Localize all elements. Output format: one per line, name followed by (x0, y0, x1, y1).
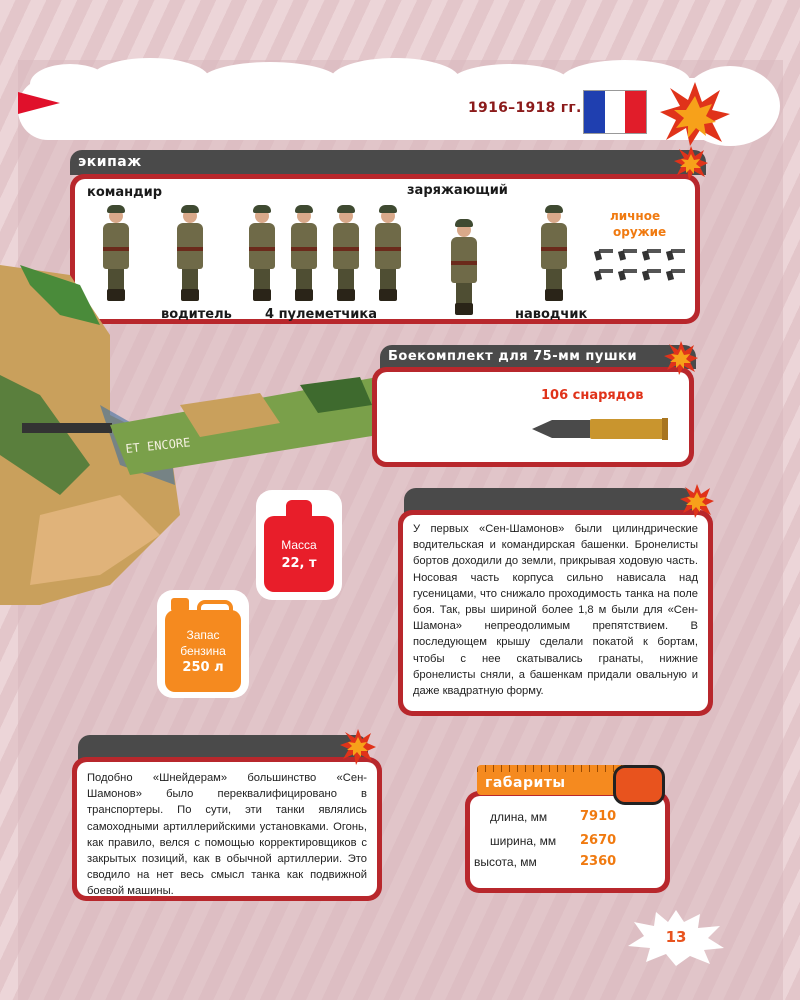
driver-label: водитель (161, 307, 232, 322)
ammo-frame (372, 367, 694, 467)
personal-weapon-label-2: оружие (613, 225, 667, 239)
aimer-label: наводчик (515, 307, 588, 322)
description-text-1: У первых «Сен-Шамонов» были цилиндрические водительская и командирская башенки. Бронелисты бортов доходили до земли, прикрывая ходовую часть. Носовая часть корпуса сильно нависала над гусеницами, что снижало проходимость танка на поле боя. Так, рвы шириной более 1,8 м были для «Сен-Шамона» непреодолимым препятствием. В последующем крышу сделали покатой к бортам, чтобы с нее скатывались гранаты, нижние бронелисты сняли, а башенкам придали овальную и даже квадратную форму. (403, 515, 708, 711)
french-flag-icon (583, 90, 647, 134)
red-pennant-icon (18, 92, 60, 114)
shell-icon (532, 416, 672, 442)
description-text-2: Подобно «Шнейдерам» большинство «Сен-Шамонов» было переквалифицировано в транспортеры. По сути, эти танки являлись самоходными артиллерийскими установками. Огонь, как правило, велся с помощью корректировщиков с закрытых позиций, как в обычной артиллерии. Это сводило на нет весь смысл танка как подвижной боевой машины. (77, 762, 377, 896)
page-number: 13 (665, 928, 687, 946)
pistol-icon (617, 249, 637, 259)
dimension-label-width: ширина, мм (490, 834, 557, 848)
description-frame-2 (72, 757, 382, 901)
commander-label: командир (87, 185, 163, 200)
fuel-value: 250 л (182, 660, 224, 675)
header-banner (0, 0, 800, 150)
ammo-count: 106 снарядов (541, 388, 644, 403)
mass-badge (256, 490, 342, 600)
crew-title: экипаж (70, 150, 706, 175)
fuel-label-2: бензина (180, 644, 226, 658)
cloud-puff (450, 64, 570, 102)
cloud-puff (200, 62, 340, 102)
explosion-icon (660, 82, 730, 146)
description-section-1 (398, 488, 713, 718)
tape-measure-icon (613, 765, 665, 805)
pistol-icon (665, 249, 685, 259)
years-label: 1916–1918 гг. (468, 100, 582, 116)
pistol-icon (593, 269, 613, 279)
tank-inscription: ET ENCORE (124, 435, 191, 456)
explosion-icon (340, 729, 376, 765)
dimension-label-height: высота, мм (474, 855, 537, 869)
dimension-value-length: 7910 (580, 809, 617, 824)
dimensions-panel (470, 796, 665, 888)
pistol-icon (593, 249, 613, 259)
loader-label: заряжающий (407, 183, 508, 198)
mass-value: 22, т (281, 556, 317, 571)
pistol-icon (641, 269, 661, 279)
weight-icon (264, 516, 334, 592)
explosion-icon (680, 484, 714, 518)
dimension-value-height: 2360 (580, 854, 617, 869)
pistol-icon (641, 249, 661, 259)
dimension-label-length: длина, мм (490, 810, 548, 824)
ammo-panel (377, 372, 689, 462)
description-frame-1 (398, 510, 713, 716)
personal-weapon-label-1: личное (610, 209, 661, 223)
machine-gun-icon (22, 423, 112, 433)
dimensions-frame (465, 791, 670, 893)
cloud-puff (330, 58, 460, 102)
pistols-group (589, 245, 689, 305)
ammo-title: Боекомплект для 75-мм пушки (380, 345, 696, 369)
dimension-value-width: 2670 (580, 833, 617, 848)
fuel-badge (157, 590, 249, 698)
explosion-icon (664, 341, 698, 375)
description-section-2 (72, 735, 382, 905)
pistol-icon (617, 269, 637, 279)
gunners-label: 4 пулеметчика (265, 307, 377, 322)
dimensions-section (465, 765, 670, 895)
cloud-puff (90, 58, 210, 102)
pistol-icon (665, 269, 685, 279)
mass-label: Масса (281, 538, 317, 552)
ammo-section (372, 345, 694, 470)
dimensions-title: габариты (485, 775, 566, 791)
fuel-label-1: Запас (186, 628, 220, 642)
explosion-icon (674, 146, 708, 180)
